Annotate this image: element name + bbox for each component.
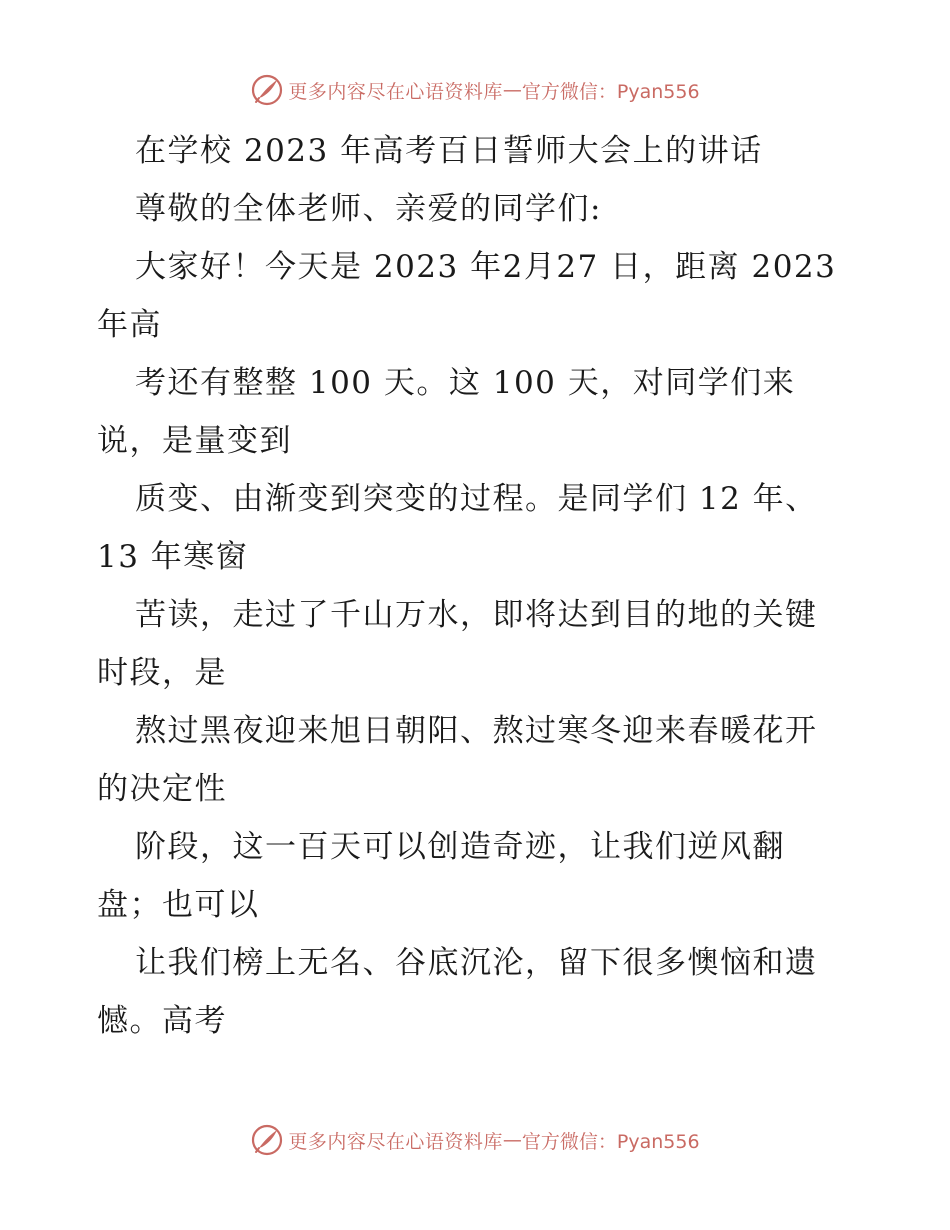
text-line: 大家好！今天是 2023 年2月27 日，距离 2023 xyxy=(135,249,837,285)
watermark-wechat: 官方微信：Pyan556 xyxy=(521,80,700,103)
watermark-text: 更多内容尽在心语资料库 xyxy=(288,1130,503,1153)
text-line: 说，是量变到 xyxy=(97,423,292,459)
text-line: 苦读，走过了千山万水，即将达到目的地的关键 xyxy=(135,597,818,633)
watermark-dash: — xyxy=(502,1129,522,1151)
text-line: 尊敬的全体老师、亲爱的同学们: xyxy=(135,191,602,227)
text-line: 的决定性 xyxy=(97,771,227,807)
text-line: 考还有整整 100 天。这 100 天，对同学们来 xyxy=(135,365,796,401)
watermark-text: 更多内容尽在心语资料库 xyxy=(288,80,503,103)
text-line: 熬过黑夜迎来旭日朝阳、熬过寒冬迎来春暖花开 xyxy=(135,713,818,749)
text-line: 年高 xyxy=(97,307,162,343)
watermark-dash: — xyxy=(502,79,522,101)
header-watermark xyxy=(0,70,950,110)
text-line: 盘；也可以 xyxy=(97,887,260,923)
text-line: 质变、由渐变到突变的过程。是同学们 12 年、 xyxy=(135,481,818,517)
feather-pen-logo-icon xyxy=(250,73,284,107)
text-line: 13 年寒窗 xyxy=(97,539,249,575)
text-line: 让我们榜上无名、谷底沉沦，留下很多懊恼和遗 xyxy=(135,945,818,981)
text-line: 时段，是 xyxy=(97,655,227,691)
watermark-wechat: 官方微信：Pyan556 xyxy=(521,1130,700,1153)
speech-body xyxy=(97,122,857,1050)
text-line: 憾。高考 xyxy=(97,1003,227,1039)
feather-pen-logo-icon xyxy=(250,1123,284,1157)
text-line: 阶段，这一百天可以创造奇迹，让我们逆风翻 xyxy=(135,829,785,865)
document-title: 在学校 2023 年高考百日誓师大会上的讲话 xyxy=(135,133,763,169)
footer-watermark xyxy=(0,1120,950,1160)
